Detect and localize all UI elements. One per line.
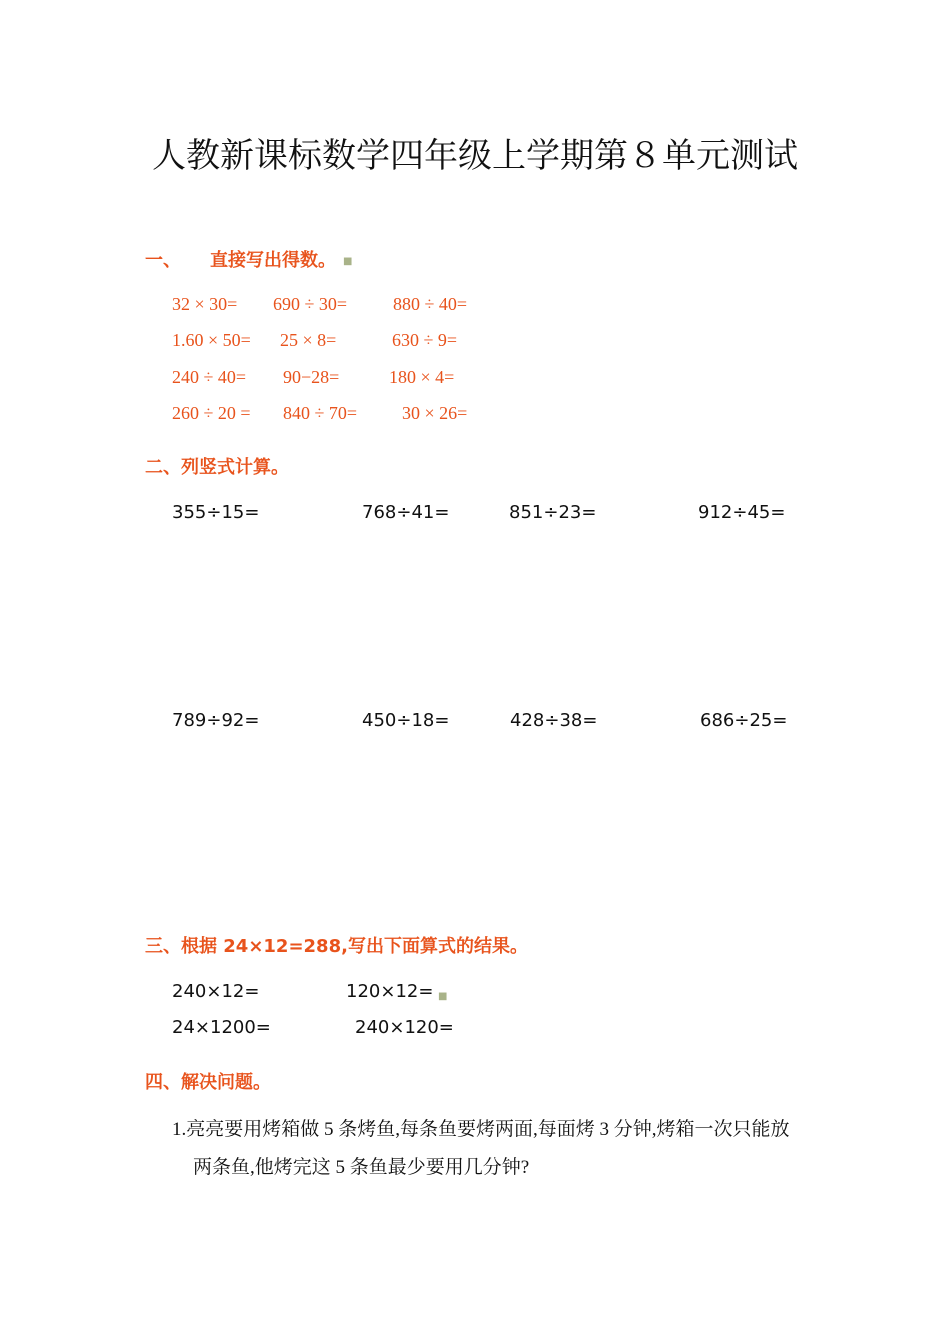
vertical-problem: 768÷41= [362, 502, 450, 523]
section-3-heading: 三、根据 24×12=288,写出下面算式的结果。 [145, 936, 528, 957]
section-2-heading: 二、列竖式计算。 [145, 457, 289, 478]
vertical-problem: 686÷25= [700, 710, 788, 731]
format-mark: ■ [343, 256, 353, 267]
vertical-problem: 789÷92= [172, 710, 260, 731]
derived-problem: 120×12= [346, 981, 434, 1002]
derived-problem: 24×1200= [172, 1017, 271, 1038]
oral-problem: 1.60 × 50= [172, 330, 251, 350]
section-4-heading: 四、解决问题。 [145, 1072, 271, 1093]
oral-problem: 630 ÷ 9= [392, 330, 458, 350]
oral-problem: 880 ÷ 40= [393, 294, 468, 314]
oral-problem: 90−28= [283, 367, 340, 387]
vertical-problem: 428÷38= [510, 710, 598, 731]
section-1-number: 一、 [145, 250, 181, 271]
vertical-problem: 912÷45= [698, 502, 786, 523]
word-problem-line: 两条鱼,他烤完这 5 条鱼最少要用几分钟? [193, 1157, 530, 1178]
oral-problem: 240 ÷ 40= [172, 367, 247, 387]
derived-problem: 240×12= [172, 981, 260, 1002]
vertical-problem: 355÷15= [172, 502, 260, 523]
vertical-problem: 851÷23= [509, 502, 597, 523]
format-mark: ■ [438, 991, 448, 1002]
oral-problem: 840 ÷ 70= [283, 403, 358, 423]
section-1-heading: 直接写出得数。 [210, 250, 336, 271]
oral-problem: 30 × 26= [402, 403, 468, 423]
page-title: 人教新课标数学四年级上学期第８单元测试 [152, 136, 798, 176]
oral-problem: 180 × 4= [389, 367, 455, 387]
derived-problem: 240×120= [355, 1017, 454, 1038]
oral-problem: 32 × 30= [172, 294, 238, 314]
oral-problem: 260 ÷ 20 = [172, 403, 251, 423]
vertical-problem: 450÷18= [362, 710, 450, 731]
oral-problem: 690 ÷ 30= [273, 294, 348, 314]
word-problem-line: 1.亮亮要用烤箱做 5 条烤鱼,每条鱼要烤两面,每面烤 3 分钟,烤箱一次只能放 [172, 1119, 790, 1140]
oral-problem: 25 × 8= [280, 330, 337, 350]
